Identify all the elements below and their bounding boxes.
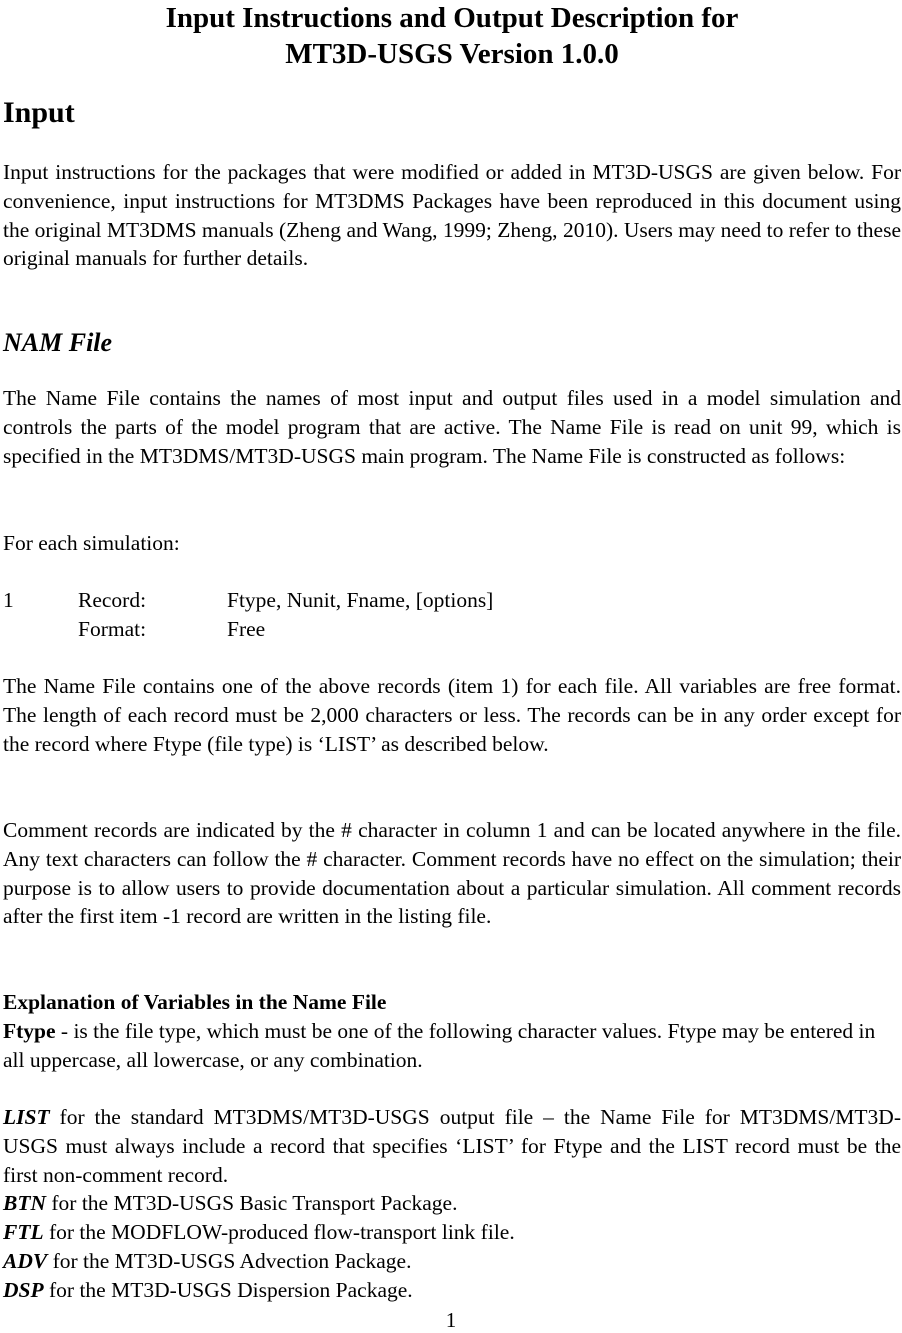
ftype-item xyxy=(3,1247,901,1276)
ftype-text: - is the file type, which must be one of the following character values. Ftype may be entered in all uppercase, all lowercase, or any combination. xyxy=(3,1019,876,1072)
document-title-line-2: MT3D-USGS Version 1.0.0 xyxy=(285,38,619,70)
heading-nam-file: NAM File xyxy=(3,328,113,357)
records-paragraph: The Name File contains one of the above records (item 1) for each file. All variables are free format. The length of each record must be 2,000 characters or less. The records can be in any order except for the record where Ftype (file type) is ‘LIST’ as described below. xyxy=(3,674,901,756)
ftype-item-term: DSP xyxy=(3,1278,44,1302)
record-value: Ftype, Nunit, Fname, [options] xyxy=(227,588,494,612)
heading-input: Input xyxy=(3,96,75,129)
format-label: Format: xyxy=(78,617,147,641)
comment-records-paragraph: Comment records are indicated by the # character in column 1 and can be located anywhere in the file. Any text characters can follow the # character. Comment records have no effect on the simulation; their purpose is to allow users to provide documentation about a particular simulation. All comment records after the first item -1 record are written in the listing file. xyxy=(3,818,901,929)
document-title-line-1: Input Instructions and Output Description for xyxy=(165,2,739,34)
list-definition xyxy=(3,1103,901,1189)
ftype-item-text: for the MT3D-USGS Advection Package. xyxy=(47,1249,412,1273)
ftype-item-text: for the MT3D-USGS Dispersion Package. xyxy=(43,1278,413,1302)
ftype-item-term: ADV xyxy=(3,1249,48,1273)
ftype-item xyxy=(3,1276,901,1305)
ftype-item-text: for the MODFLOW-produced flow-transport link file. xyxy=(43,1220,515,1244)
format-value: Free xyxy=(227,617,266,641)
intro-paragraph: Input instructions for the packages that were modified or added in MT3D-USGS are given below. For convenience, input instructions for MT3DMS Packages have been reproduced in this document using the original MT3DMS manuals (Zheng and Wang, 1999; Zheng, 2010). Users may need to refer to these original manuals for further details. xyxy=(3,160,901,271)
ftype-item-term: BTN xyxy=(3,1191,46,1215)
record-label: Record: xyxy=(78,588,147,612)
ftype-term: Ftype xyxy=(3,1019,56,1043)
ftype-definition xyxy=(3,1017,893,1075)
ftype-item-term: FTL xyxy=(3,1220,44,1244)
record-number: 1 xyxy=(3,588,14,612)
ftype-item xyxy=(3,1189,901,1218)
for-each-simulation: For each simulation: xyxy=(3,531,180,555)
explanation-heading: Explanation of Variables in the Name File xyxy=(3,990,387,1014)
nam-file-paragraph: The Name File contains the names of most input and output files used in a model simulation and controls the parts of the model program that are active. The Name File is read on unit 99, which is specified in the MT3DMS/MT3D-USGS main program. The Name File is constructed as follows: xyxy=(3,386,901,468)
list-text: for the standard MT3DMS/MT3D-USGS output file – the Name File for MT3DMS/MT3D-USGS must always include a record that specifies ‘LIST’ for Ftype and the LIST record must be the first non-comment record. xyxy=(3,1105,901,1187)
list-term: LIST xyxy=(3,1105,50,1129)
ftype-item-text: for the MT3D-USGS Basic Transport Package. xyxy=(46,1191,458,1215)
page-number: 1 xyxy=(445,1308,457,1332)
ftype-item xyxy=(3,1218,901,1247)
